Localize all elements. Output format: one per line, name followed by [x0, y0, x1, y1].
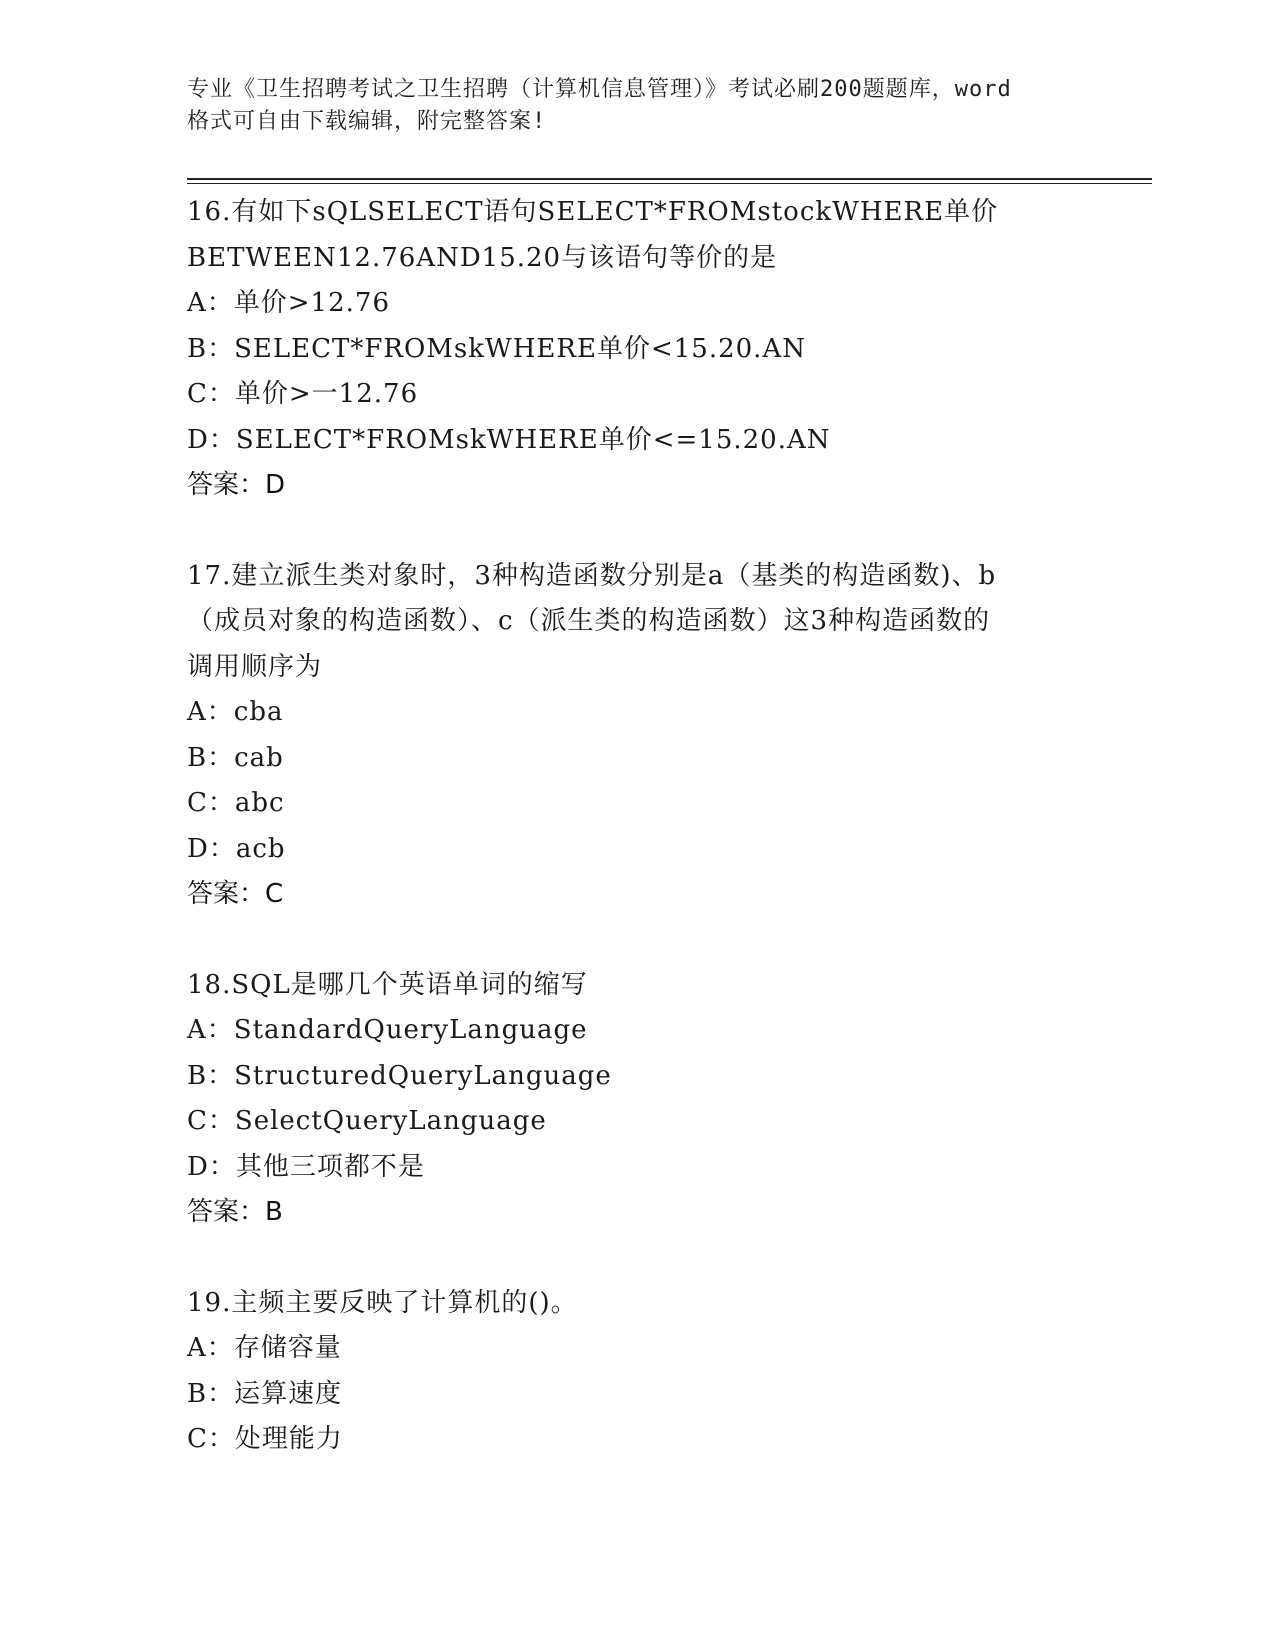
document-header	[187, 74, 1087, 138]
answer-option: B：SELECT*FROMskWHERE单价<15.20.AN	[187, 333, 806, 364]
question-stem-line: 19.主频主要反映了计算机的()。	[187, 1287, 578, 1318]
answer-option: A：StandardQueryLanguage	[187, 1015, 588, 1045]
question-list	[187, 190, 1087, 1508]
answer-option: C：处理能力	[187, 1424, 343, 1454]
question-block	[187, 963, 1087, 1236]
answer-option: D：SELECT*FROMskWHERE单价<=15.20.AN	[187, 424, 831, 455]
question-stem-line: BETWEEN12.76AND15.20与该语句等价的是	[187, 242, 778, 273]
header-divider-thin	[187, 183, 1152, 184]
answer-option: A：cba	[187, 697, 284, 727]
answer-option: D：acb	[187, 833, 286, 864]
answer-option: C：单价>一12.76	[187, 379, 419, 409]
question-stem-line: 18.SQL是哪几个英语单词的缩写	[187, 969, 588, 1000]
answer-key: 答案：B	[187, 1197, 283, 1227]
answer-option: C：SelectQueryLanguage	[187, 1106, 547, 1136]
answer-option: B：运算速度	[187, 1378, 343, 1409]
answer-option: B：StructuredQueryLanguage	[187, 1060, 612, 1091]
question-block	[187, 190, 1087, 509]
header-divider-thick	[187, 178, 1152, 180]
question-stem-line: 16.有如下sQLSELECT语句SELECT*FROMstockWHERE单价	[187, 197, 999, 227]
answer-option: B：cab	[187, 742, 284, 773]
answer-key: 答案：C	[187, 879, 284, 909]
answer-option: C：abc	[187, 788, 285, 818]
header-line-1: 专业《卫生招聘考试之卫生招聘（计算机信息管理）》考试必刷200题题库，word	[187, 77, 1012, 102]
question-stem-line: 17.建立派生类对象时，3种构造函数分别是a（基类的构造函数)、b	[187, 560, 997, 591]
answer-option: A：存储容量	[187, 1333, 342, 1363]
answer-option: D：其他三项都不是	[187, 1151, 425, 1182]
question-block	[187, 1281, 1087, 1463]
question-stem-line: （成员对象的构造函数）、c（派生类的构造函数）这3种构造函数的	[187, 606, 991, 636]
header-line-2: 格式可自由下载编辑，附完整答案!	[187, 109, 547, 134]
answer-option: A：单价>12.76	[187, 288, 390, 318]
question-block	[187, 554, 1087, 918]
answer-key: 答案：D	[187, 470, 286, 500]
question-stem-line: 调用顺序为	[187, 651, 323, 682]
